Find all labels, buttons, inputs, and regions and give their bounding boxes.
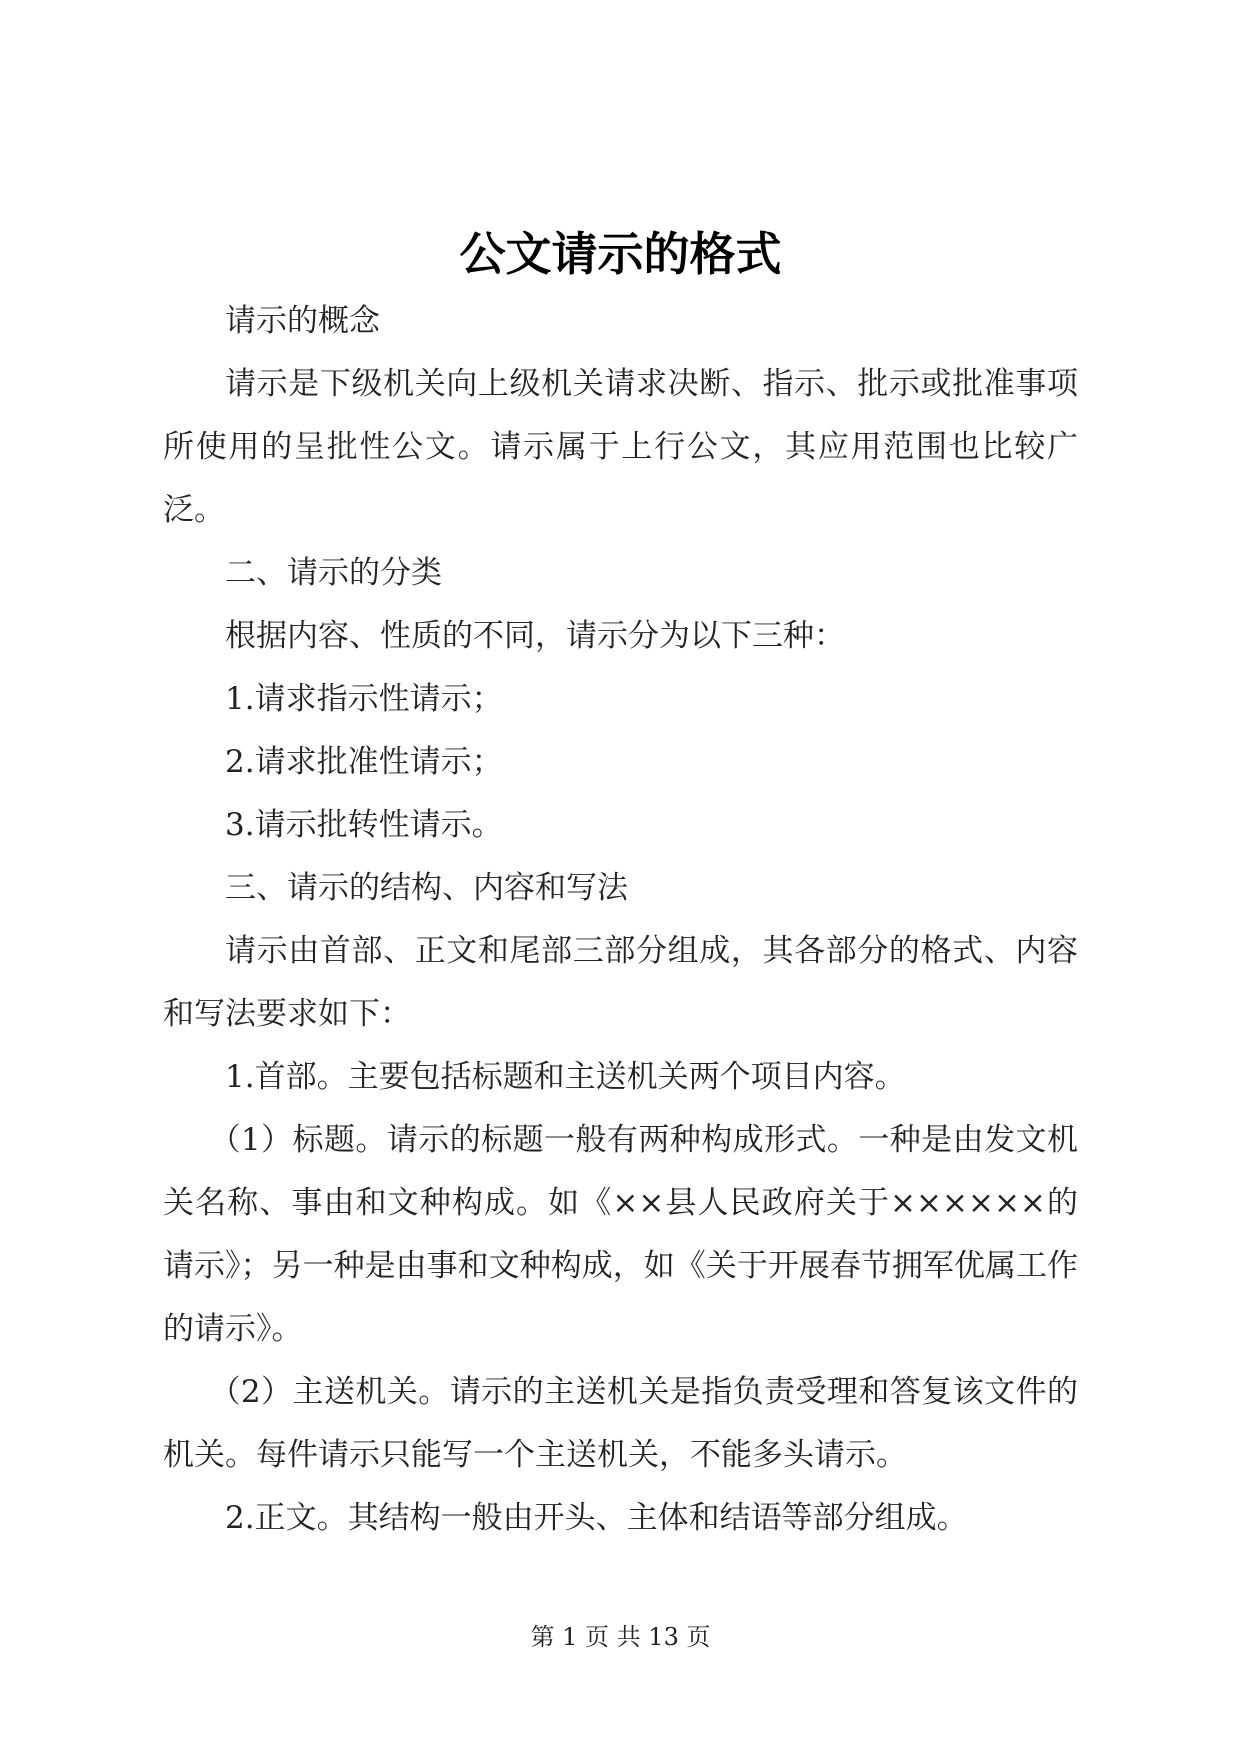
paragraph-title-rule: （1）标题。请示的标题一般有两种构成形式。一种是由发文机关名称、事由和文种构成。如《××县人民政府关于××××××的请示》；另一种是由事和文种构成，如《关于开展春节拥军优属工作的请示》。 [163, 1122, 1078, 1347]
list-item-3: 3.请示批转性请示。 [225, 807, 503, 843]
paragraph-concept-heading: 请示的概念 [225, 303, 380, 339]
paragraph-body-section: 2.正文。其结构一般由开头、主体和结语等部分组成。 [225, 1500, 968, 1536]
list-item-1: 1.请求指示性请示； [225, 681, 503, 717]
paragraph-header-section: 1.首部。主要包括标题和主送机关两个项目内容。 [225, 1059, 906, 1095]
page-number-footer: 第 1 页 共 13 页 [530, 1623, 711, 1651]
document-body [163, 290, 1078, 1550]
document-title: 公文请示的格式 [459, 227, 782, 281]
paragraph-structure-intro: 请示由首部、正文和尾部三部分组成，其各部分的格式、内容和写法要求如下： [163, 933, 1078, 1032]
paragraph-classification-intro: 根据内容、性质的不同，请示分为以下三种： [225, 618, 845, 654]
paragraph-concept-text: 请示是下级机关向上级机关请求决断、指示、批示或批准事项所使用的呈批性公文。请示属于上行公文，其应用范围也比较广泛。 [163, 366, 1078, 528]
paragraph-classification-heading: 二、请示的分类 [225, 555, 442, 591]
list-item-2: 2.请求批准性请示； [225, 744, 503, 780]
paragraph-structure-heading: 三、请示的结构、内容和写法 [225, 870, 628, 906]
paragraph-recipient-rule: （2）主送机关。请示的主送机关是指负责受理和答复该文件的机关。每件请示只能写一个主送机关，不能多头请示。 [163, 1374, 1078, 1473]
